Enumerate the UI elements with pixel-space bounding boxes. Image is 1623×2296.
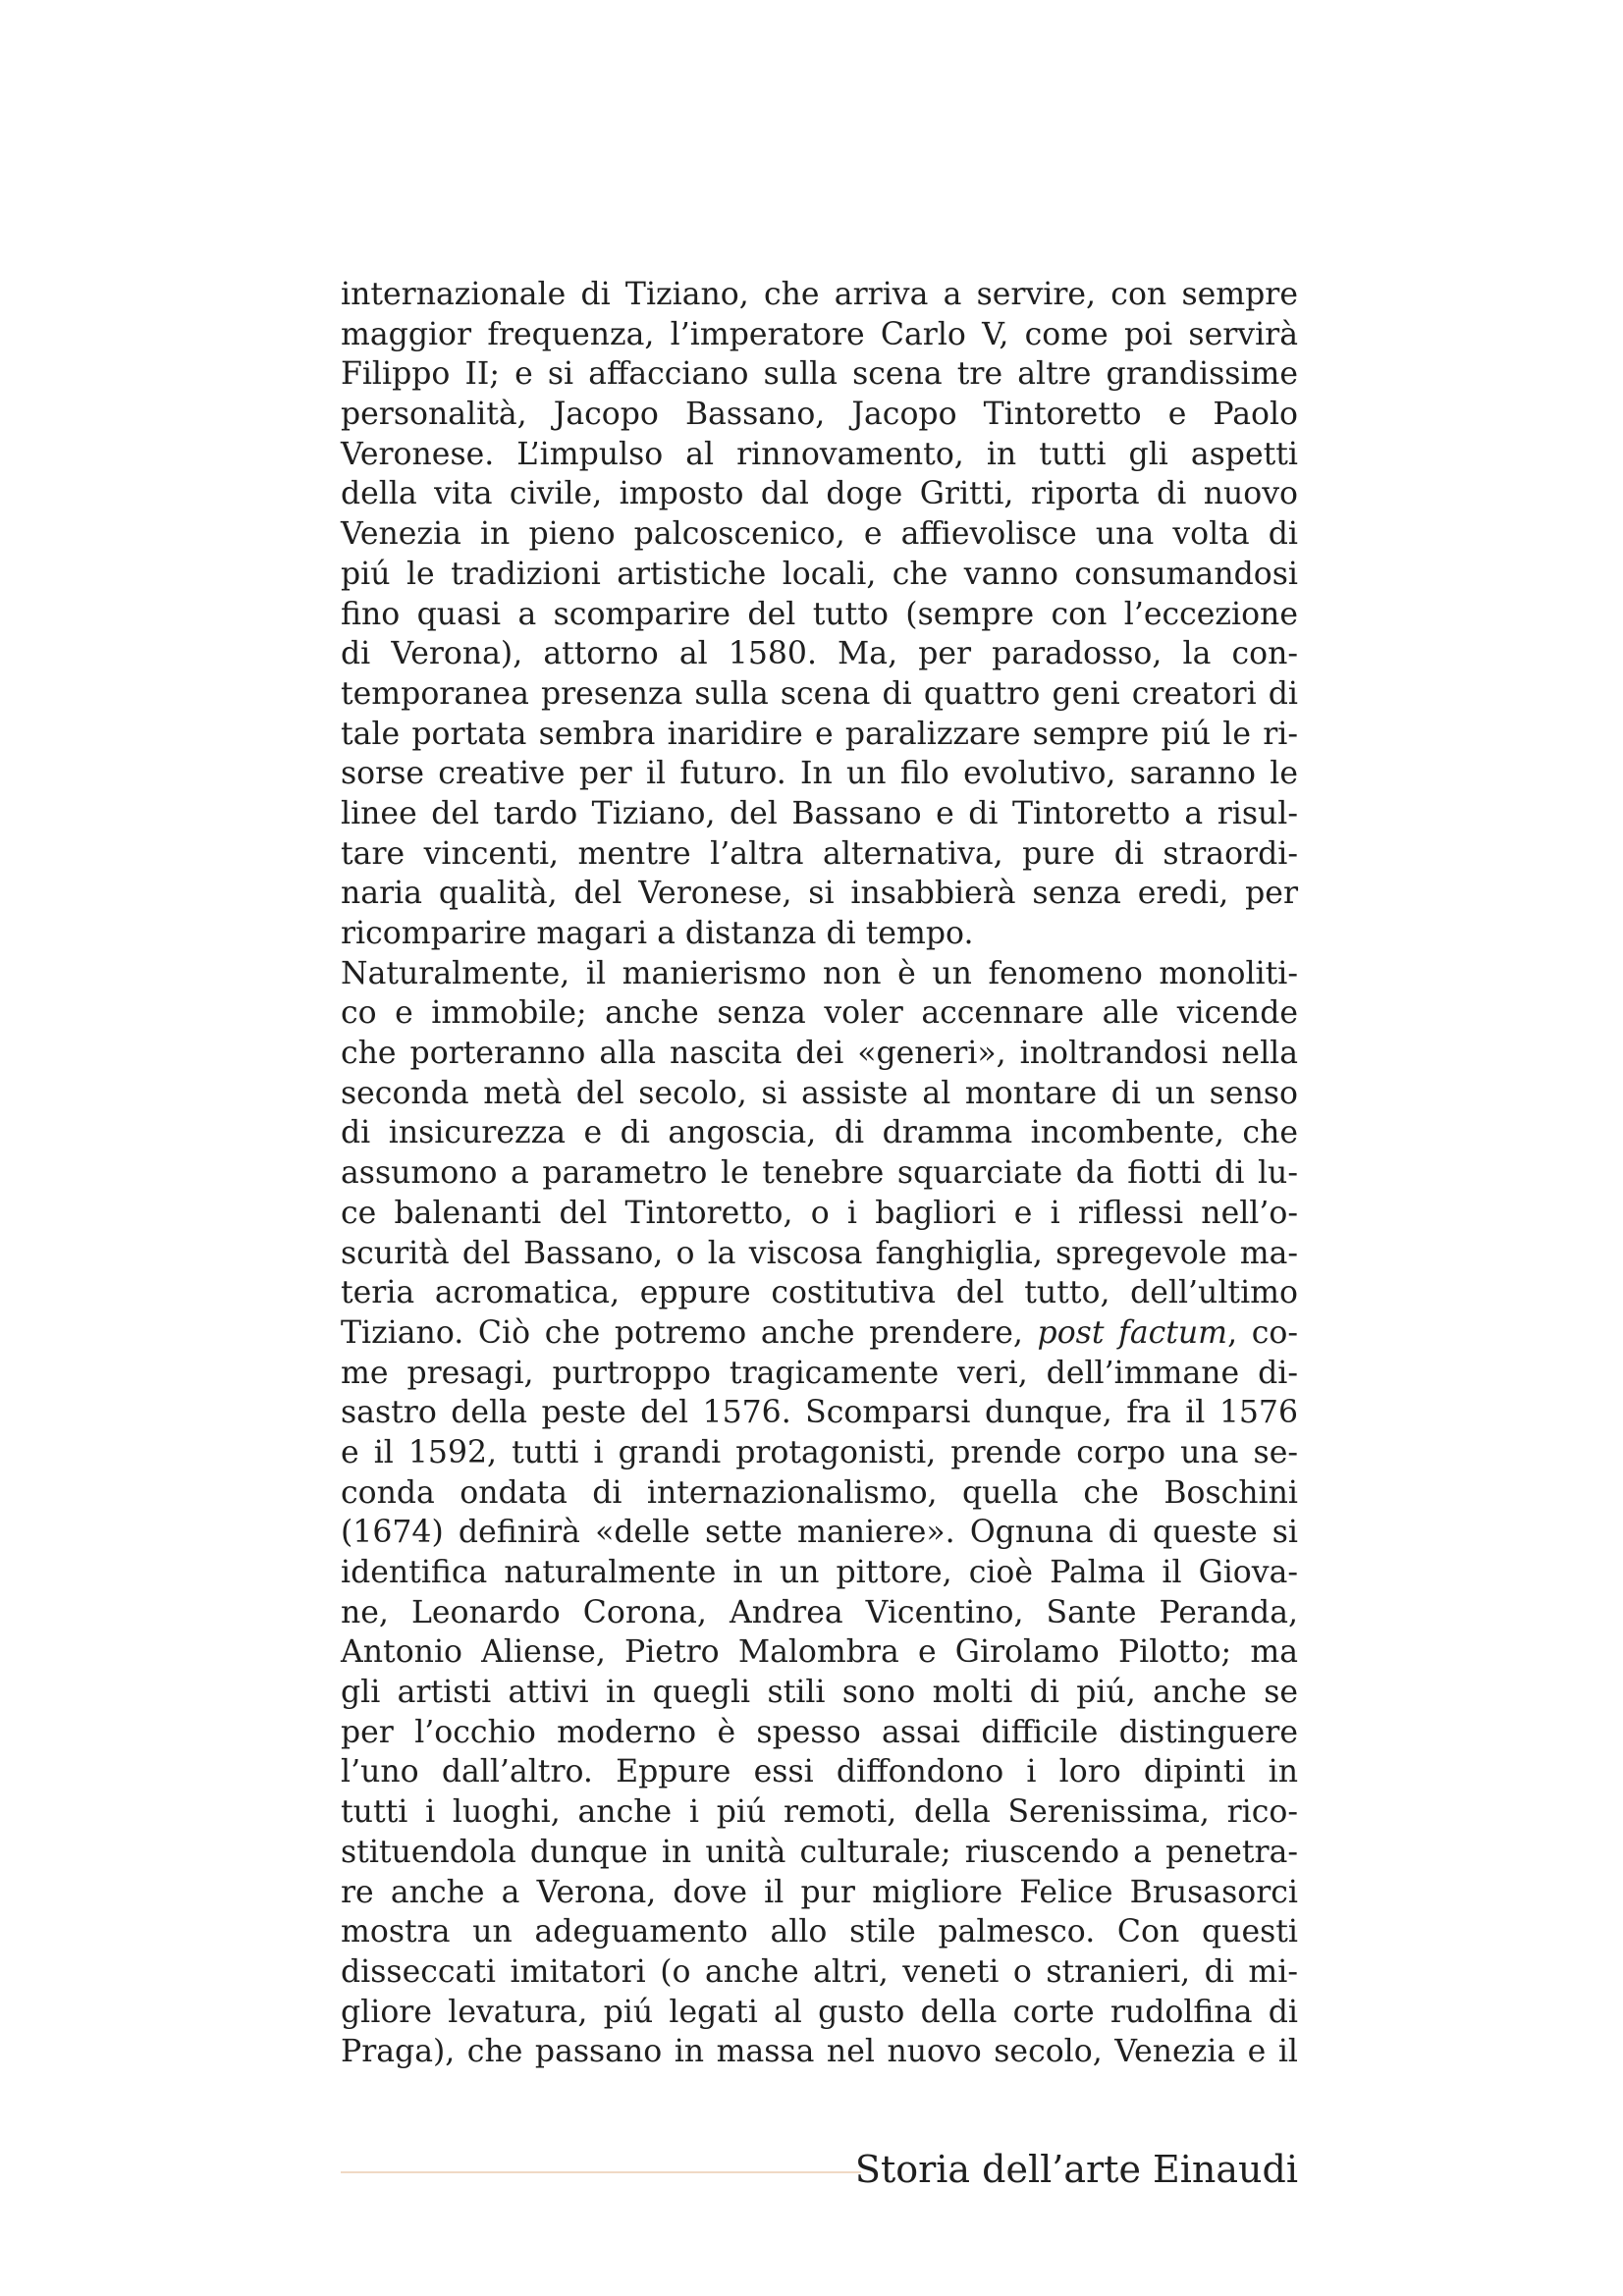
text-line: me presagi, purtroppo tragicamente veri, dell’immane di- xyxy=(341,1355,1298,1391)
text-line: Filippo II; e si affacciano sulla scena tre altre grandissime xyxy=(341,356,1298,393)
text-line: Antonio Aliense, Pietro Malombra e Girolamo Pilotto; ma xyxy=(341,1634,1298,1671)
text-line: Venezia in pieno palcoscenico, e affievolisce una volta di xyxy=(341,516,1298,553)
paragraph-1 xyxy=(341,275,1298,954)
text-line: assumono a parametro le tenebre squarciate da fiotti di lu- xyxy=(341,1155,1298,1192)
text-line: (1674) definirà «delle sette maniere». Ognuna di queste si xyxy=(341,1515,1298,1551)
text-line-italic: Tiziano. Ciò che potremo anche prendere, post factum, co- xyxy=(341,1314,1298,1351)
text-line: mostra un adeguamento allo stile palmesco. Con questi xyxy=(341,1914,1298,1950)
text-line: conda ondata di internazionalismo, quella che Boschini xyxy=(341,1474,1298,1511)
text-line: ne, Leonardo Corona, Andrea Vicentino, Sante Peranda, xyxy=(341,1594,1298,1630)
text-line: Veronese. L’impulso al rinnovamento, in tutti gli aspetti xyxy=(341,436,1298,472)
body-text xyxy=(341,275,1298,2072)
text-line: di Verona), attorno al 1580. Ma, per paradosso, la con- xyxy=(341,636,1298,672)
text-line: stituendola dunque in unità culturale; riuscendo a penetra- xyxy=(341,1834,1298,1870)
text-line: scurità del Bassano, o la viscosa fanghiglia, spregevole ma- xyxy=(341,1235,1298,1271)
text-line: Praga), che passano in massa nel nuovo secolo, Venezia e il xyxy=(341,2034,1298,2070)
text-line: e il 1592, tutti i grandi protagonisti, prende corpo una se- xyxy=(341,1434,1298,1470)
text-line: tale portata sembra inaridire e paralizzare sempre piú le ri- xyxy=(341,716,1298,752)
text-line: sorse creative per il futuro. In un filo evolutivo, saranno le xyxy=(341,756,1298,792)
text-line: di insicurezza e di angoscia, di dramma incombente, che xyxy=(341,1115,1298,1151)
text-line: tutti i luoghi, anche i piú remoti, della Serenissima, rico- xyxy=(341,1794,1298,1831)
text-line: temporanea presenza sulla scena di quattro geni creatori di xyxy=(341,675,1298,712)
text-line: della vita civile, imposto dal doge Gritti, riporta di nuovo xyxy=(341,476,1298,512)
text-line: maggior frequenza, l’imperatore Carlo V, come poi servirà xyxy=(341,316,1298,352)
text-line: tare vincenti, mentre l’altra alternativa, pure di straordi- xyxy=(341,835,1298,872)
text-line: che porteranno alla nascita dei «generi», inoltrandosi nella xyxy=(341,1036,1298,1072)
text-line: teria acromatica, eppure costitutiva del tutto, dell’ultimo xyxy=(341,1275,1298,1311)
text-line: identifica naturalmente in un pittore, cioè Palma il Giova- xyxy=(341,1555,1298,1590)
text-line: internazionale di Tiziano, che arriva a servire, con sempre xyxy=(341,277,1298,312)
text-line: seconda metà del secolo, si assiste al montare di un senso xyxy=(341,1075,1298,1111)
text-line: per l’occhio moderno è spesso assai difficile distinguere xyxy=(341,1714,1298,1750)
paragraph-2 xyxy=(341,954,1298,2072)
text-line: ce balenanti del Tintoretto, o i bagliori e i riflessi nell’o- xyxy=(341,1195,1298,1231)
footer-title: Storia dell’arte Einaudi xyxy=(854,2148,1298,2191)
italic-phrase: post factum xyxy=(1037,1314,1228,1351)
text-line: co e immobile; anche senza voler accennare alle vicende xyxy=(341,995,1298,1032)
text-line: sastro della peste del 1576. Scomparsi dunque, fra il 1576 xyxy=(341,1395,1298,1431)
text-line: gliore levatura, piú legati al gusto della corte rudolfina di xyxy=(341,1994,1298,2030)
text-line: re anche a Verona, dove il pur migliore Felice Brusasorci xyxy=(341,1874,1298,1910)
text-line: personalità, Jacopo Bassano, Jacopo Tintoretto e Paolo xyxy=(341,397,1298,433)
text-line: gli artisti attivi in quegli stili sono molti di piú, anche se xyxy=(341,1675,1298,1711)
text-line: naria qualità, del Veronese, si insabbierà senza eredi, per xyxy=(341,876,1298,912)
text-line: ricomparire magari a distanza di tempo. xyxy=(341,916,974,951)
text-line: Naturalmente, il manierismo non è un fenomeno monoliti- xyxy=(341,955,1298,991)
footer-rule xyxy=(341,2171,861,2173)
text-line: piú le tradizioni artistiche locali, che vanno consumandosi xyxy=(341,556,1298,592)
text-line: linee del tardo Tiziano, del Bassano e di Tintoretto a risul- xyxy=(341,795,1298,831)
text-line: l’uno dall’altro. Eppure essi diffondono i loro dipinti in xyxy=(341,1754,1298,1790)
text-line: disseccati imitatori (o anche altri, veneti o stranieri, di mi- xyxy=(341,1953,1298,1990)
text-line: fino quasi a scomparire del tutto (sempre con l’eccezione xyxy=(341,596,1298,632)
